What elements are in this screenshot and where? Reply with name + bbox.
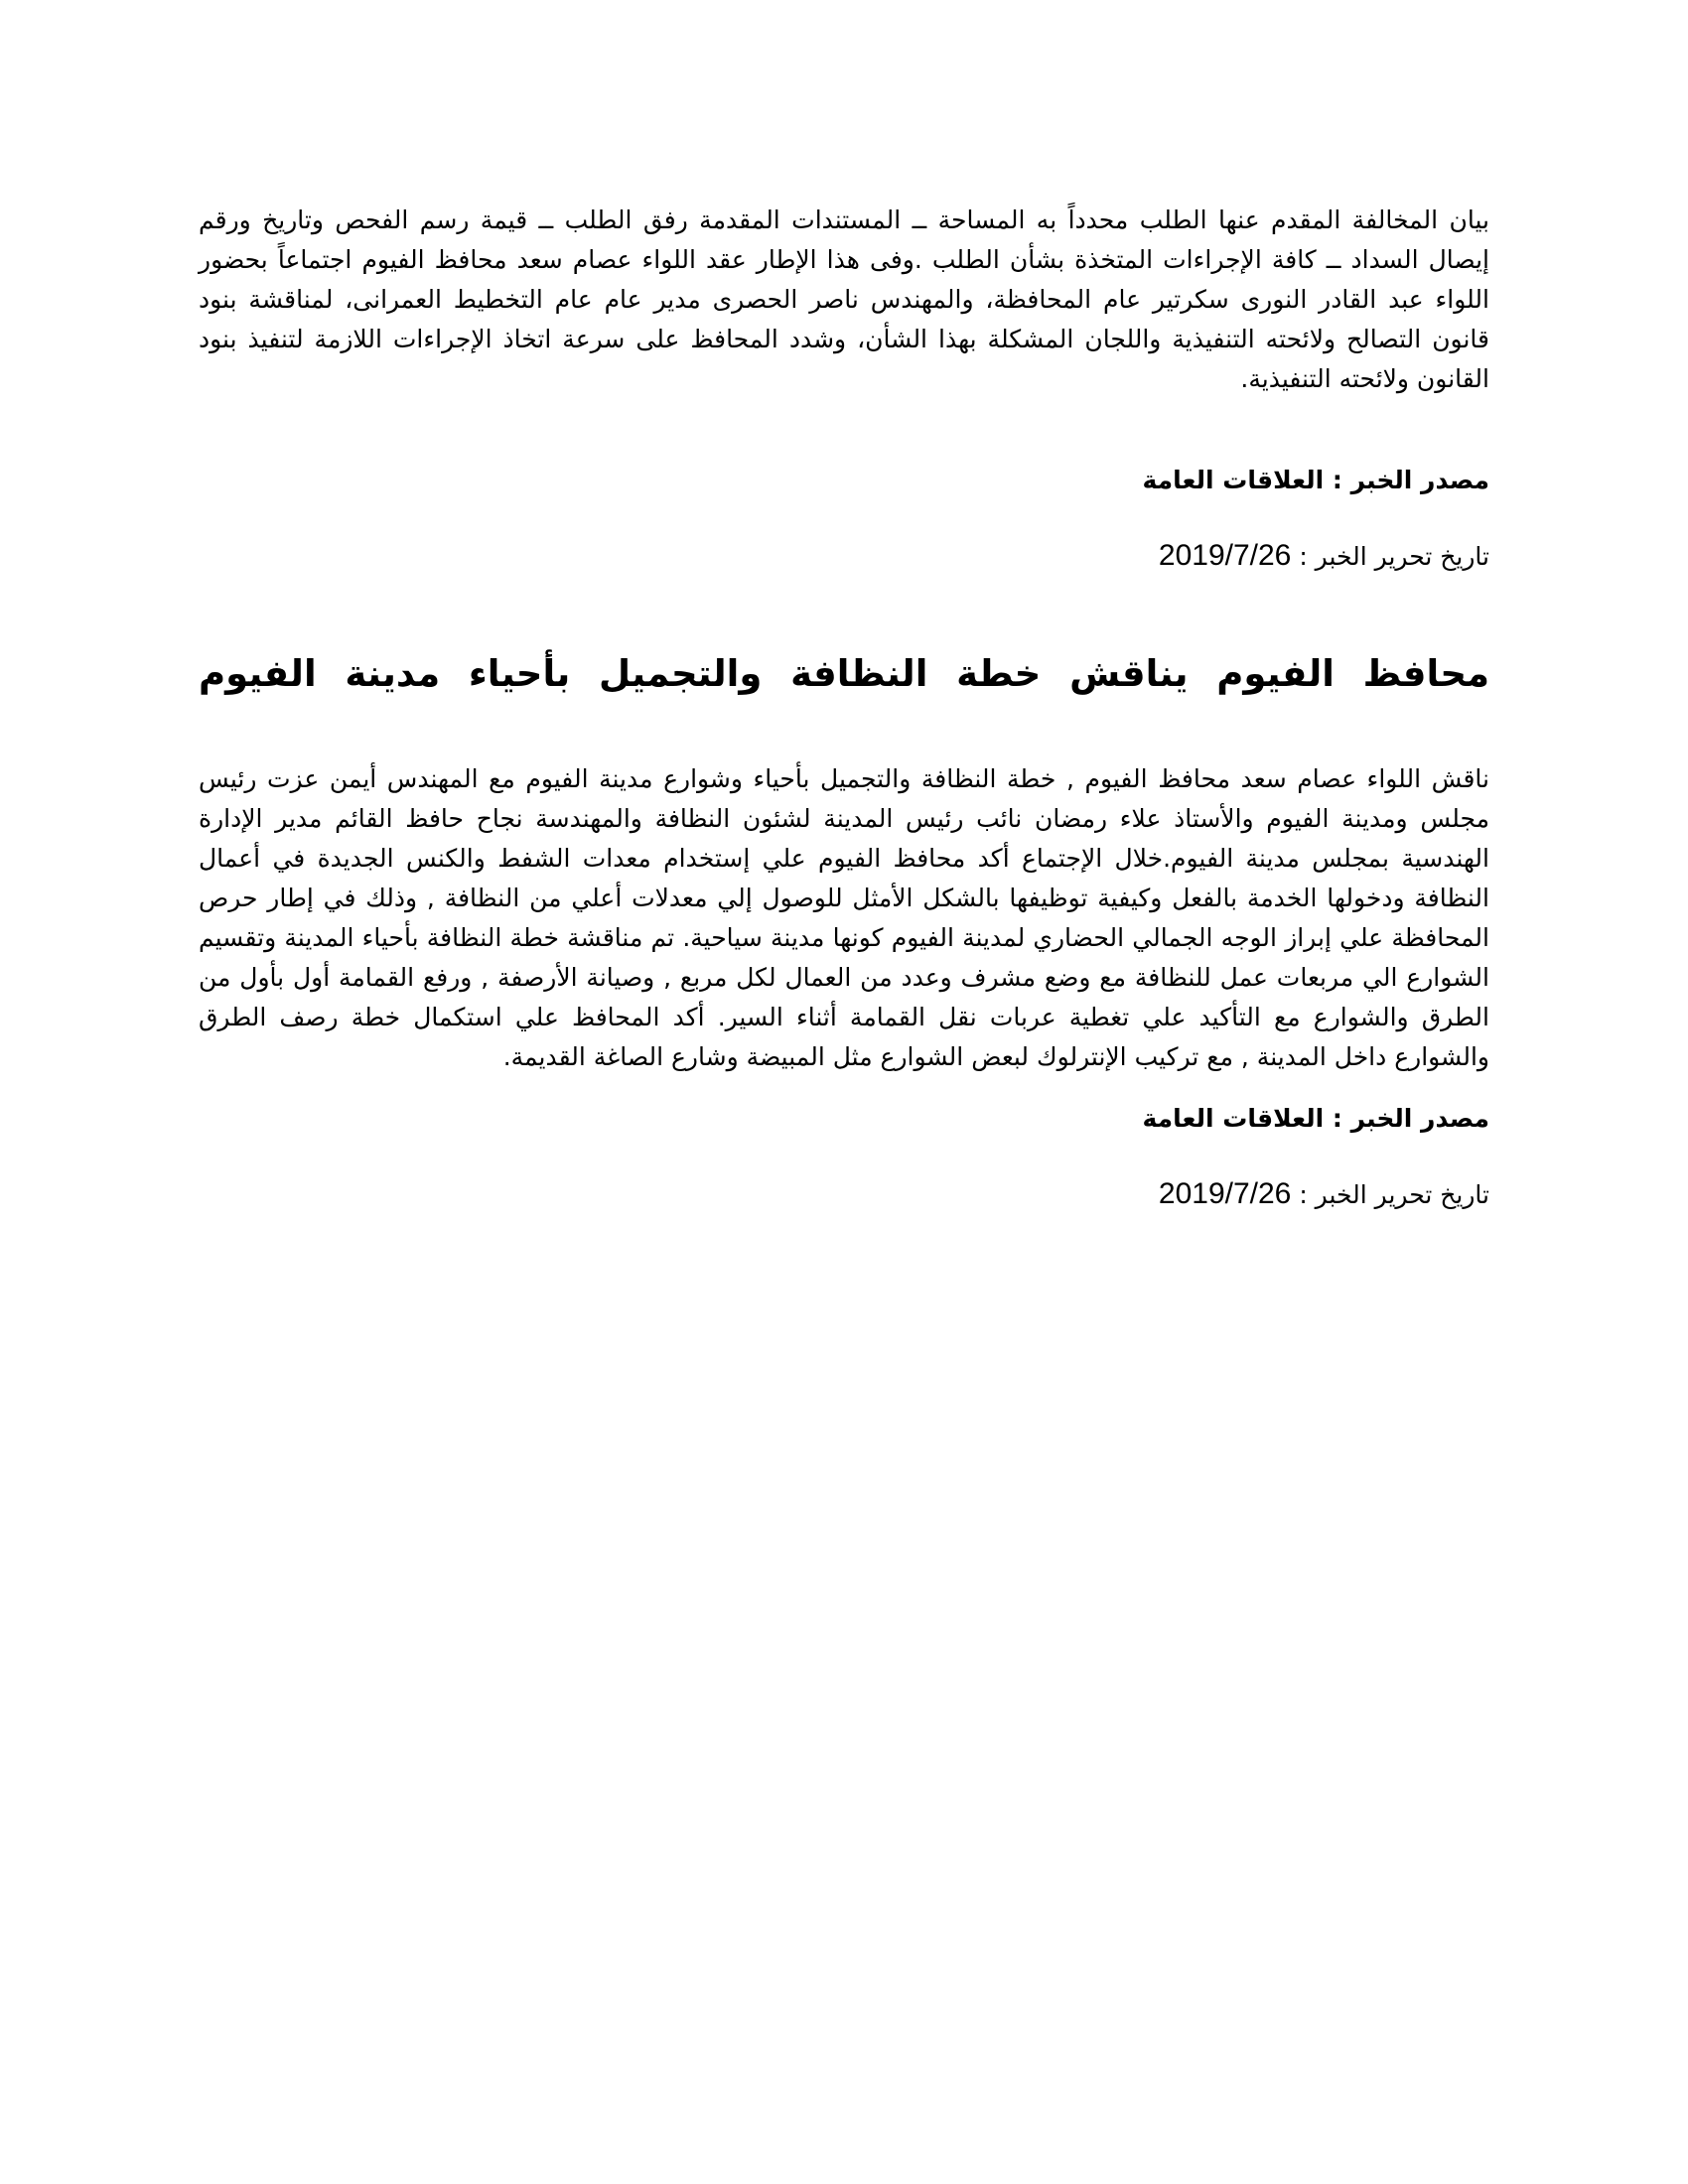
document-page (199, 199, 1489, 1215)
article2-date-value: 2019/7/26 (1158, 1177, 1292, 1210)
article1-date (199, 536, 1489, 577)
article2-date (199, 1174, 1489, 1215)
article2-headline: محافظ الفيوم يناقش خطة النظافة والتجميل بأحياء مدينة الفيوم (199, 652, 1489, 695)
article1-date-label: تاريخ تحرير الخبر : (1299, 542, 1489, 571)
article2-body: ناقش اللواء عصام سعد محافظ الفيوم , خطة النظافة والتجميل بأحياء وشوارع مدينة الفيوم مع المهندس أيمن عزت رئيس مجلس ومدينة الفيوم والأستاذ علاء رمضان نائب رئيس المدينة لشئون النظافة والمهندسة نجاح حافظ القائم مدير الإدارة الهندسية بمجلس مدينة الفيوم.خلال الإجتماع أكد محافظ الفيوم علي إستخدام معدات الشفط والكنس الجديدة في أعمال النظافة ودخولها الخدمة بالفعل وكيفية توظيفها بالشكل الأمثل للوصول إلي معدلات أعلي من النظافة , وذلك في إطار حرص المحافظة علي إبراز الوجه الجمالي الحضاري لمدينة الفيوم كونها مدينة سياحية. تم مناقشة خطة النظافة بأحياء المدينة وتقسيم الشوارع الي مربعات عمل للنظافة مع وضع مشرف وعدد من العمال لكل مربع , وصيانة الأرصفة , ورفع القمامة أول بأول من الطرق والشوارع مع التأكيد علي تغطية عربات نقل القمامة أثناء السير. أكد المحافظ علي استكمال خطة رصف الطرق والشوارع داخل المدينة , مع تركيب الإنترلوك لبعض الشوارع مثل المبيضة وشارع الصاغة القديمة. (199, 764, 1489, 1071)
article2-source: مصدر الخبر : العلاقات العامة (1142, 1104, 1489, 1133)
article1-source: مصدر الخبر : العلاقات العامة (1142, 466, 1489, 494)
article1-date-value: 2019/7/26 (1158, 539, 1292, 572)
article1-body: بيان المخالفة المقدم عنها الطلب محدداً به المساحة ــ المستندات المقدمة رفق الطلب ــ قيمة رسم الفحص وتاريخ ورقم إيصال السداد ــ كافة الإجراءات المتخذة بشأن الطلب .وفى هذا الإطار عقد اللواء عصام سعد محافظ الفيوم اجتماعاً بحضور اللواء عبد القادر النورى سكرتير عام المحافظة، والمهندس ناصر الحصرى مدير عام عام التخطيط العمرانى، لمناقشة بنود قانون التصالح ولائحته التنفيذية واللجان المشكلة بهذا الشأن، وشدد المحافظ على سرعة اتخاذ الإجراءات اللازمة لتنفيذ بنود القانون ولائحته التنفيذية. (199, 205, 1489, 393)
article2-date-label: تاريخ تحرير الخبر : (1299, 1180, 1489, 1209)
